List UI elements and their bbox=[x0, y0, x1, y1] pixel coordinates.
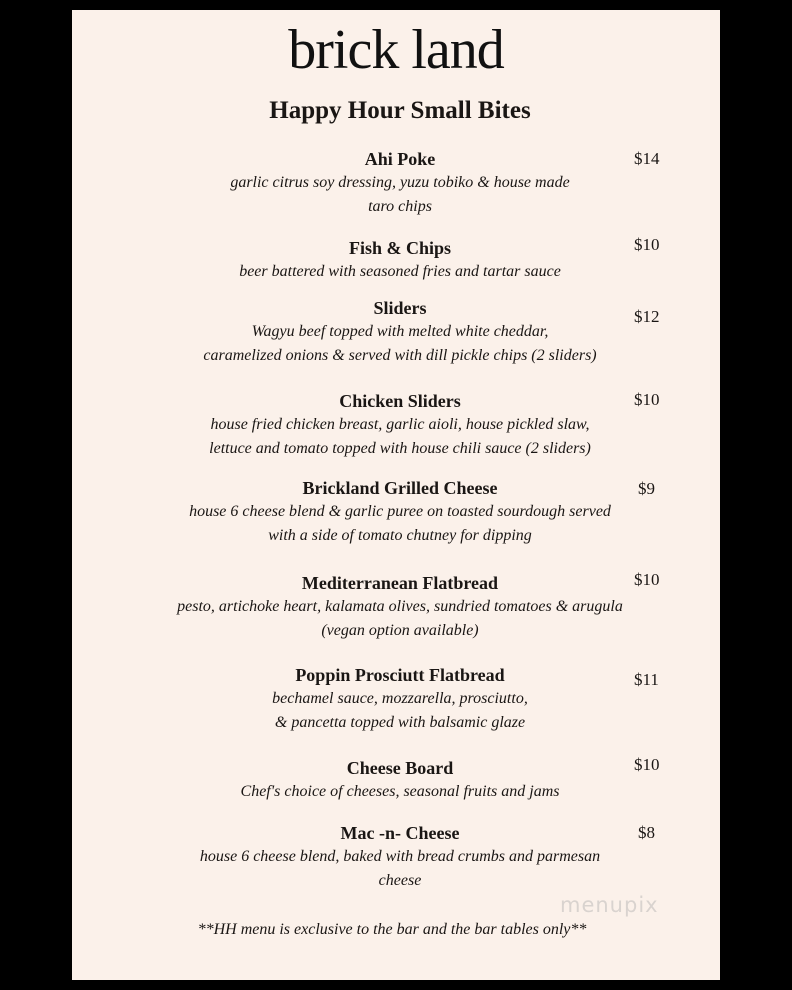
item-desc: house 6 cheese blend & garlic puree on toasted sourdough served bbox=[189, 503, 611, 520]
item-price: $9 bbox=[638, 479, 655, 498]
item-desc: pesto, artichoke heart, kalamata olives, sundried tomatoes & arugula bbox=[177, 598, 623, 615]
item-price: $14 bbox=[634, 149, 660, 168]
item-name: Mac -n- Cheese bbox=[340, 823, 460, 843]
item-desc: house 6 cheese blend, baked with bread crumbs and parmesan bbox=[199, 848, 601, 865]
item-price: $10 bbox=[634, 235, 660, 254]
item-desc: lettuce and tomato topped with house chili sauce (2 sliders) bbox=[209, 440, 591, 457]
item-name: Brickland Grilled Cheese bbox=[302, 478, 498, 498]
item-name: Poppin Prosciutt Flatbread bbox=[295, 665, 505, 685]
menu-item bbox=[150, 756, 650, 804]
menu-item bbox=[150, 663, 650, 735]
item-price: $10 bbox=[634, 755, 660, 774]
item-desc: with a side of tomato chutney for dipping bbox=[268, 527, 532, 544]
menu-item bbox=[150, 296, 650, 368]
item-desc: beer battered with seasoned fries and tartar sauce bbox=[239, 263, 561, 280]
item-desc: Chef's choice of cheeses, seasonal fruits and jams bbox=[240, 783, 560, 800]
item-price: $10 bbox=[634, 390, 660, 409]
item-name: Cheese Board bbox=[346, 758, 454, 778]
item-price: $10 bbox=[634, 570, 660, 589]
item-desc: house fried chicken breast, garlic aioli, house pickled slaw, bbox=[210, 416, 590, 433]
item-name: Mediterranean Flatbread bbox=[301, 573, 499, 593]
item-price: $12 bbox=[634, 307, 660, 326]
menu-item bbox=[150, 821, 650, 893]
brand-logo: brick land bbox=[288, 19, 504, 81]
item-name: Sliders bbox=[373, 298, 427, 318]
menu-item bbox=[150, 571, 650, 643]
item-desc: caramelized onions & served with dill pickle chips (2 sliders) bbox=[203, 347, 597, 364]
item-desc: Wagyu beef topped with melted white cheddar, bbox=[251, 323, 549, 340]
menu-item bbox=[150, 236, 650, 284]
menu-item bbox=[150, 147, 650, 219]
item-name: Chicken Sliders bbox=[339, 391, 461, 411]
footer-note: **HH menu is exclusive to the bar and the bar tables only** bbox=[197, 921, 587, 938]
menu-title: Happy Hour Small Bites bbox=[269, 97, 531, 124]
item-name: Fish & Chips bbox=[348, 238, 452, 258]
item-desc: taro chips bbox=[368, 198, 432, 215]
watermark: menupix bbox=[560, 893, 659, 917]
item-desc: & pancetta topped with balsamic glaze bbox=[274, 714, 526, 731]
menu-item bbox=[150, 389, 650, 461]
item-name: Ahi Poke bbox=[364, 149, 436, 169]
item-price: $8 bbox=[638, 823, 655, 842]
item-desc: (vegan option available) bbox=[321, 622, 479, 639]
menu-item bbox=[150, 476, 650, 548]
item-desc: garlic citrus soy dressing, yuzu tobiko & house made bbox=[230, 174, 570, 191]
item-price: $11 bbox=[634, 670, 659, 689]
item-desc: bechamel sauce, mozzarella, prosciutto, bbox=[272, 690, 528, 707]
item-desc: cheese bbox=[378, 872, 422, 889]
